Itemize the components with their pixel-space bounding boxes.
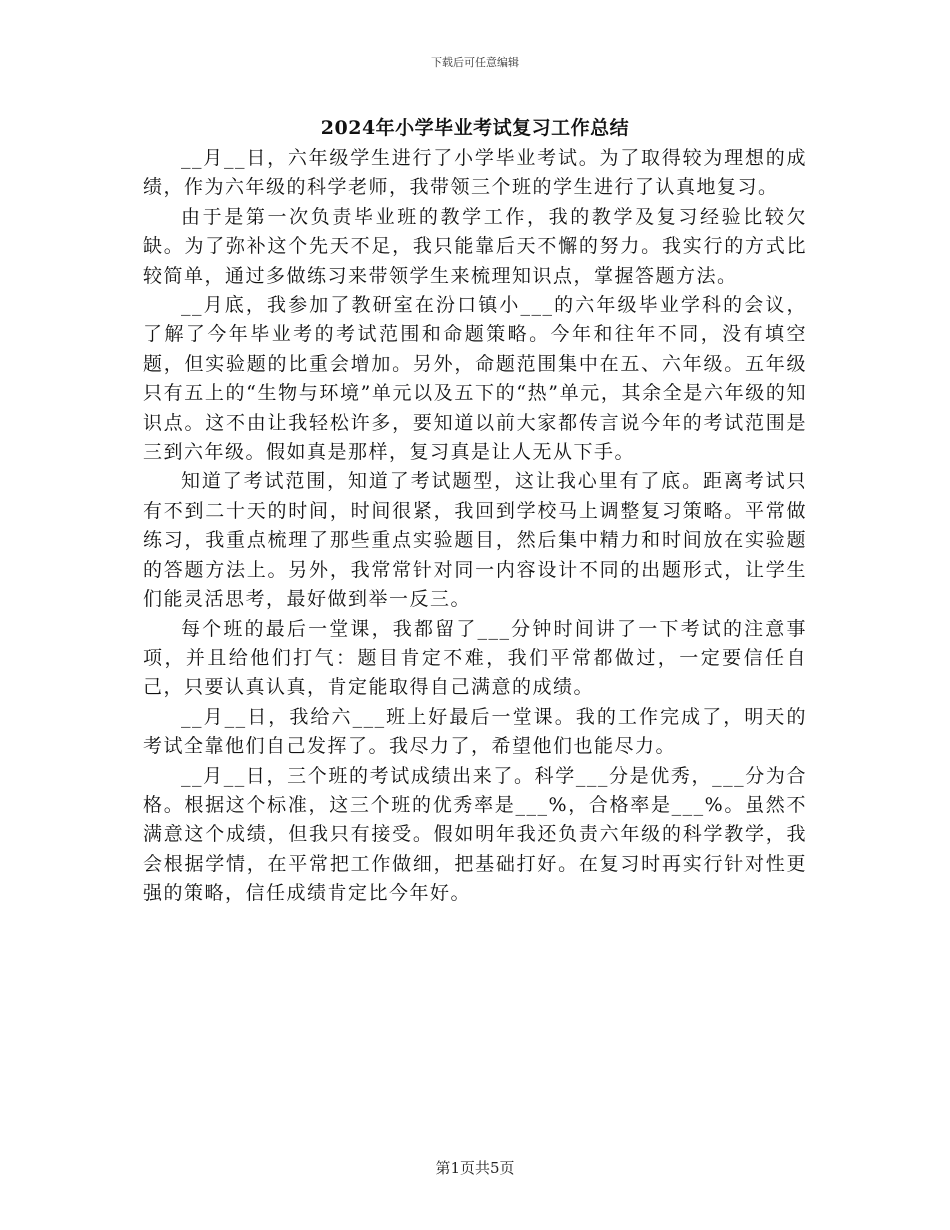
paragraph: 由于是第一次负责毕业班的教学工作，我的教学及复习经验比较欠缺。为了弥补这个先天不足，我只能靠后天不懈的努力。我实行的方式比较简单，通过多做练习来带领学生来梳理知识点，掌握答题方法。 — [143, 205, 807, 287]
document-body — [143, 144, 807, 909]
page-number-footer: 第1页共5页 — [435, 1159, 515, 1177]
document-title: 2024年小学毕业考试复习工作总结 — [320, 117, 630, 139]
paragraph: __月__日，六年级学生进行了小学毕业考试。为了取得较为理想的成绩，作为六年级的科学老师，我带领三个班的学生进行了认真地复习。 — [143, 147, 807, 199]
paragraph: 知道了考试范围，知道了考试题型，这让我心里有了底。距离考试只有不到二十天的时间，时间很紧，我回到学校马上调整复习策略。平常做练习，我重点梳理了那些重点实验题目，然后集中精力和时间放在实验题的答题方法上。另外，我常常针对同一内容设计不同的出题形式，让学生们能灵活思考，最好做到举一反三。 — [143, 470, 807, 611]
page-header-note: 下载后可任意编辑 — [431, 56, 519, 69]
paragraph: 每个班的最后一堂课，我都留了___分钟时间讲了一下考试的注意事项，并且给他们打气：题目肯定不难，我们平常都做过，一定要信任自己，只要认真认真，肯定能取得自己满意的成绩。 — [143, 617, 807, 699]
paragraph: __月__日，三个班的考试成绩出来了。科学___分是优秀，___分为合格。根据这个标准，这三个班的优秀率是___%，合格率是___%。虽然不满意这个成绩，但我只有接受。假如明年我还负责六年级的科学教学，我会根据学情，在平常把工作做细，把基础打好。在复习时再实行针对性更强的策略，信任成绩肯定比今年好。 — [143, 764, 807, 905]
paragraph: __月底，我参加了教研室在汾口镇小___的六年级毕业学科的会议，了解了今年毕业考的考试范围和命题策略。今年和往年不同，没有填空题，但实验题的比重会增加。另外，命题范围集中在五、六年级。五年级只有五上的“生物与环境”单元以及五下的“热”单元，其余全是六年级的知识点。这不由让我轻松许多，要知道以前大家都传言说今年的考试范围是三到六年级。假如真是那样，复习真是让人无从下手。 — [143, 294, 807, 464]
paragraph: __月__日，我给六___班上好最后一堂课。我的工作完成了，明天的考试全靠他们自己发挥了。我尽力了，希望他们也能尽力。 — [143, 705, 807, 758]
